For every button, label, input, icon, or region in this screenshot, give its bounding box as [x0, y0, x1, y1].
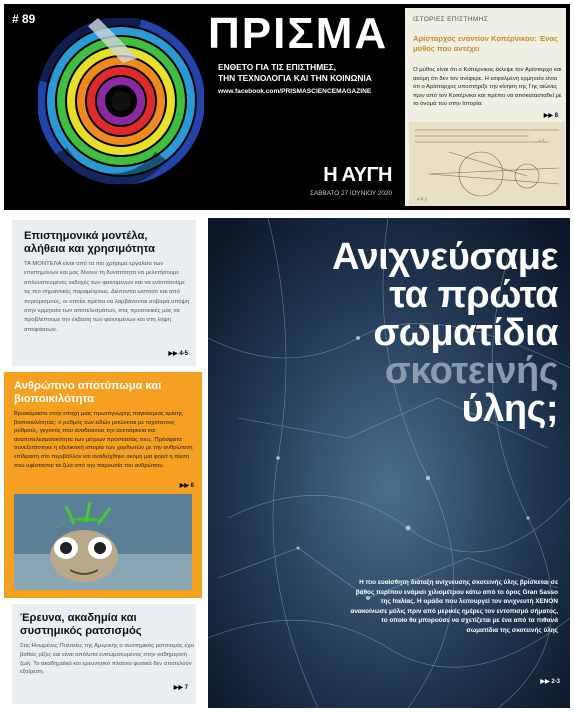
masthead — [4, 4, 402, 210]
cover-headline — [332, 238, 558, 428]
teaser-headline: Επιστημονικά μοντέλα, αλήθεια και χρησιμότητα — [24, 230, 156, 255]
teaser-headline: Αρίσταρχος εναντίον Κοπέρνικου: Ένας μύθος που αντέχει — [413, 34, 559, 53]
biodiversity-teaser[interactable] — [4, 372, 202, 598]
racism-teaser[interactable] — [12, 604, 196, 704]
teaser-body: ΤΑ ΜΟΝΤΕΛΑ είναι από τα πιο χρήσιμα εργαλεία των επιστημόνων και μας δίνουν τη δυνατότητα να μελετήσουμε απλουστευμένες εκδοχές των φαινομένων και να εντοπίσουμε τις πιο σημαντικές παραμέτρους. Διέπονται ωστόσο και από περιορισμούς, οι οποίοι πρέπει να λαμβάνονται σοβαρά υπόψη στην ερμηνεία των αποτελεσμάτων, στις προσοκικές μας να προβλέπουμε την έκβαση των φαινομένων και στη λήψη αποφάσεων. — [24, 261, 190, 333]
cover-lead-text: Η πιο ευαίσθητη διάταξη ανίχνευσης σκοτεινής ύλης βρίσκεται σε βάθος περίπου ενάμισι χιλιομέτρου κάτω από το όρος Gran Sasso της Ιταλίας. Η ομάδα που λειτουργεί τον ανιχνευτή XENON ανακοίνωσε μόλις πριν από μερικές ημέρες τον εντοπισμό σήματος, το οποίο θα μπορούσε να σχετίζεται με ένα από τα πιθανά σωματίδια της σκοτεινής ύλης — [350, 579, 558, 634]
teaser-headline: Έρευνα, ακαδημία και συστημικός ρατσισμός — [20, 612, 142, 637]
svg-text:α β γ: α β γ — [417, 196, 427, 201]
turtle-photo — [14, 494, 192, 590]
teaser-body: Στις Ηνωμένες Πολιτείες της Αμερικής ο συστημικός ρατσισμός έχει βαθιές ρίζες και είναι απόλυτα ενσωματωμένος στην καθημερινή ζωή. Το ακαδημαϊκό και ερευνητικό πλαίσιο φυσικά δεν αποτελούν εξαίρεση. — [20, 643, 195, 676]
teaser-body: Ο μύθος είναι ότι ο Κοπέρνικος έκλεψε τον Αρίσταρχο και ακόμη ότι δεν τον ανέφερε. Η εσφαλμένη ερμηνεία είναι ότι ο Αρίσταρχος υποστήριξε την κίνηση της Γης αιώνες πριν από τον Κοπέρνικο και πρέπει να αποκατασταθεί με το όνομά του στην Ιστορία. — [413, 67, 562, 108]
cover-headline-line-4: σκοτεινής — [384, 350, 558, 392]
page-reference: ▶▶ 6 — [179, 483, 194, 489]
cover-story[interactable] — [208, 218, 570, 708]
section-label: ΙΣΤΟΡΙΕΣ ΕΠΙΣΤΗΜΗΣ — [413, 16, 489, 23]
tagline-line-2: ΤΗΝ ΤΕΧΝΟΛΟΓΙΑ ΚΑΙ ΤΗΝ ΚΟΙΝΩΝΙΑ — [218, 73, 372, 83]
models-teaser[interactable] — [12, 220, 196, 366]
newspaper-name: Η ΑΥΓΗ — [323, 164, 392, 186]
cover-headline-line-3: σωματίδια — [373, 312, 558, 354]
publication-date: ΣΑΒΒΑΤΟ 27 ΙΟΥΝΙΟΥ 2020 — [309, 190, 392, 197]
magazine-title: ΠΡΙΣΜΑ — [208, 9, 389, 58]
website-link[interactable]: www.facebook.com/PRISMASCIENCEMAGAZINE — [218, 88, 372, 95]
page-reference: ▶▶ 7 — [173, 685, 188, 691]
page-reference: ▶▶ 4-5 — [168, 351, 188, 357]
spectrum-swirl-image — [38, 18, 204, 184]
svg-text:ε ζ: ε ζ — [539, 138, 545, 143]
cover-headline-line-5: ύλης; — [461, 388, 558, 430]
cover-headline-line-1: Ανιχνεύσαμε — [331, 236, 558, 278]
issue-number: # 89 — [12, 12, 36, 26]
tagline-line-1: ΕΝΘΕΤΟ ΓΙΑ ΤΙΣ ΕΠΙΣΤΗΜΕΣ, — [218, 62, 337, 72]
manuscript-diagram-image — [409, 122, 565, 206]
page-reference: ▶▶ 2-3 — [540, 679, 560, 685]
tagline — [218, 62, 372, 84]
page-reference: ▶▶ 8 — [543, 113, 558, 119]
history-teaser[interactable] — [402, 4, 570, 210]
teaser-body: Βρισκόμαστε στην εποχή μιας πρωτόγνωρης παγκόσμιας κρίσης βιοποικιλότητας: ο ρυθμός των ειδών μειώνεται με ταχύτατους ρυθμούς, γεγονός που αναδεικνύει την ανεπάρκεια και αναποτελεσματικότητα των μέτρων προστασίας τους. Πρόσφατα συνεξετάστηκε η εξελικτική ιστορία των χορδωτών με την ανθρώπινη επίδραση στο περιβάλλον και αναδείχθηκε ακόμη μια φορά η πίεση που υφίστανται τα ζώα από την παρουσία του ανθρώπου. — [14, 411, 193, 469]
cover-headline-line-2: τα πρώτα — [389, 274, 558, 316]
teaser-headline: Ανθρώπινο αποτύπωμα και βιοποικιλότητα — [14, 380, 162, 405]
